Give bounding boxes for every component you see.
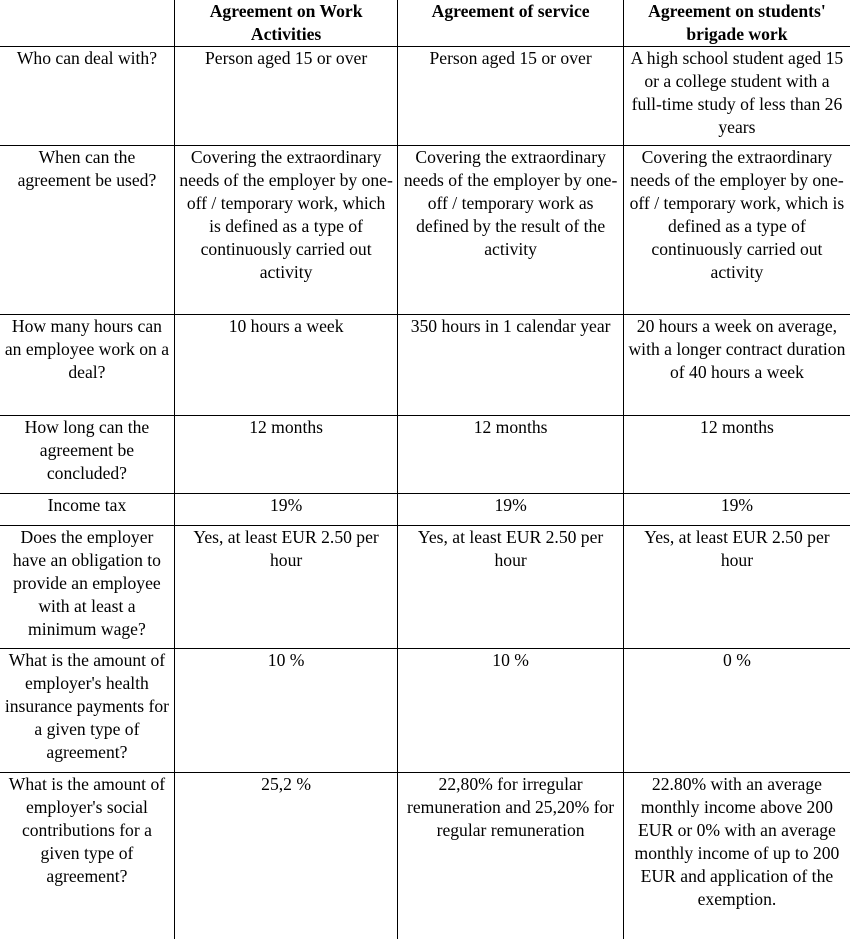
cell-work: 25,2 % — [174, 773, 397, 939]
row-question: How many hours can an employee work on a deal? — [0, 315, 174, 416]
header-work-activities: Agreement on Work Activities — [174, 0, 397, 47]
cell-service: Yes, at least EUR 2.50 per hour — [398, 526, 624, 649]
row-question: What is the amount of employer's social contributions for a given type of agreement? — [0, 773, 174, 939]
table-row — [0, 649, 850, 773]
header-row — [0, 0, 850, 47]
cell-work: 12 months — [174, 416, 397, 494]
cell-work: Person aged 15 or over — [174, 47, 397, 146]
table-row — [0, 494, 850, 526]
table-row — [0, 416, 850, 494]
cell-brigade: 0 % — [623, 649, 850, 773]
cell-service: 12 months — [398, 416, 624, 494]
cell-work: 10 hours a week — [174, 315, 397, 416]
table-row — [0, 315, 850, 416]
cell-brigade: 19% — [623, 494, 850, 526]
cell-work: 10 % — [174, 649, 397, 773]
cell-service: Covering the extraordinary needs of the employer by one-off / temporary work as defined by the result of the activity — [398, 146, 624, 315]
cell-work: 19% — [174, 494, 397, 526]
row-question: Income tax — [0, 494, 174, 526]
table-row — [0, 773, 850, 939]
cell-work: Yes, at least EUR 2.50 per hour — [174, 526, 397, 649]
row-question: Who can deal with? — [0, 47, 174, 146]
row-question: What is the amount of employer's health insurance payments for a given type of agreement? — [0, 649, 174, 773]
cell-brigade: Yes, at least EUR 2.50 per hour — [623, 526, 850, 649]
row-question: When can the agreement be used? — [0, 146, 174, 315]
header-service: Agreement of service — [398, 0, 624, 47]
cell-service: 22,80% for irregular remuneration and 25,20% for regular remuneration — [398, 773, 624, 939]
cell-work: Covering the extraordinary needs of the employer by one-off / temporary work, which is defined as a type of continuously carried out activity — [174, 146, 397, 315]
cell-brigade: A high school student aged 15 or a college student with a full-time study of less than 26 years — [623, 47, 850, 146]
cell-service: 10 % — [398, 649, 624, 773]
cell-brigade: 22.80% with an average monthly income above 200 EUR or 0% with an average monthly income of up to 200 EUR and application of the exemption. — [634, 774, 840, 909]
header-students-brigade: Agreement on students' brigade work — [623, 0, 850, 47]
table-row — [0, 47, 850, 146]
header-corner — [0, 0, 174, 47]
cell-service: Person aged 15 or over — [398, 47, 624, 146]
table-row — [0, 146, 850, 315]
cell-brigade: 12 months — [623, 416, 850, 494]
row-question: How long can the agreement be concluded? — [0, 416, 174, 494]
cell-brigade: Covering the extraordinary needs of the employer by one-off / temporary work, which is defined as a type of continuously carried out activity — [623, 146, 850, 315]
cell-service: 350 hours in 1 calendar year — [398, 315, 624, 416]
cell-brigade: 20 hours a week on average, with a longer contract duration of 40 hours a week — [623, 315, 850, 416]
row-question: Does the employer have an obligation to provide an employee with at least a minimum wage? — [0, 526, 174, 649]
cell-service: 19% — [398, 494, 624, 526]
table-row — [0, 526, 850, 649]
